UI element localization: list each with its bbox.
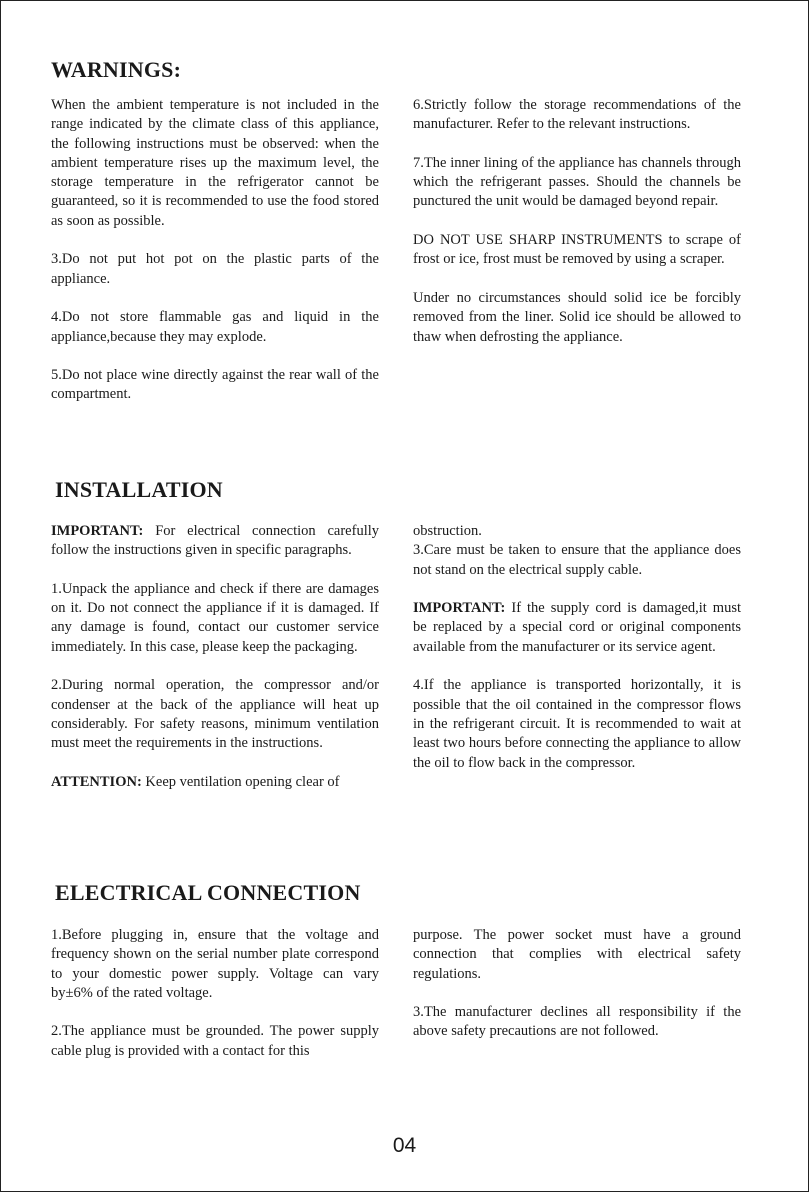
warnings-heading: WARNINGS: xyxy=(51,57,182,82)
warning-item-3: 3.Do not put hot pot on the plastic parts of the appliance. xyxy=(51,251,379,287)
attention-label: ATTENTION: xyxy=(51,773,142,790)
attention-continuation: obstruction. xyxy=(413,523,482,539)
warning-item-6: 6.Strictly follow the storage recommendations of the manufacturer. Refer to the relevant instructions. xyxy=(413,97,741,133)
warning-paragraph: When the ambient temperature is not included in the range indicated by the climate class of this appliance, the following instructions must be observed: when the ambient temperature rises up the maximum level, the storage temperature in the refrigerator cannot be guaranteed, so it is recommended to use the food stored as soon as possible. xyxy=(51,97,379,229)
warning-solid-ice: Under no circumstances should solid ice be forcibly removed from the liner. Solid ice should be allowed to thaw when defrosting the appliance. xyxy=(413,289,741,345)
page-number: 04 xyxy=(392,1134,417,1157)
installation-right-column xyxy=(413,522,741,773)
installation-item-4: 4.If the appliance is transported horizontally, it is possible that the oil contained in the compressor flows in the refrigerant circuit. It is recommended to wait at least two hours before connecting the appliance to allow the oil to flow back in the compressor. xyxy=(413,677,741,771)
installation-item-3: 3.Care must be taken to ensure that the appliance does not stand on the electrical supply cable. xyxy=(413,542,741,578)
electrical-item-1: 1.Before plugging in, ensure that the voltage and frequency shown on the serial number plate correspond to your domestic power supply. Voltage can vary by±6% of the rated voltage. xyxy=(51,927,379,1001)
attention-text: Keep ventilation opening clear of xyxy=(141,773,340,790)
warnings-left-column xyxy=(51,96,379,405)
electrical-item-2-continuation: purpose. The power socket must have a ground connection that complies with electrical safety regulations. xyxy=(413,927,741,982)
installation-item-1: 1.Unpack the appliance and check if there are damages on it. Do not connect the appliance if it is damaged. If any damage is found, contact our customer service immediately. In this case, please keep the packaging. xyxy=(51,580,379,655)
installation-left-column xyxy=(51,522,379,792)
warnings-right-column xyxy=(413,96,741,347)
electrical-item-3: 3.The manufacturer declines all responsibility if the above safety precautions are not followed. xyxy=(413,1004,741,1040)
electrical-heading: ELECTRICAL CONNECTION xyxy=(55,880,361,905)
warning-item-7: 7.The inner lining of the appliance has channels through which the refrigerant passes. Should the channels be punctured the unit would be damaged beyond repair. xyxy=(413,154,741,210)
electrical-right-column xyxy=(413,926,741,1042)
important-label: IMPORTANT: xyxy=(51,523,144,539)
warning-item-4: 4.Do not store flammable gas and liquid in the appliance,because they may explode. xyxy=(51,309,379,345)
important-label: IMPORTANT: xyxy=(413,600,506,617)
warning-item-5: 5.Do not place wine directly against the rear wall of the compartment. xyxy=(51,367,379,403)
important-text: For electrical connection carefully follow the instructions given in specific paragraphs. xyxy=(51,523,379,559)
electrical-item-2: 2.The appliance must be grounded. The power supply cable plug is provided with a contact for this xyxy=(51,1023,379,1059)
important-cord-text: If the supply cord is damaged,it must be replaced by a special cord or original components available from the manufacturer or its service agent. xyxy=(413,600,741,655)
installation-item-2: 2.During normal operation, the compressor and/or condenser at the back of the appliance will heat up considerably. For safety reasons, minimum ventilation must meet the requirements in the instructions. xyxy=(51,677,379,752)
installation-attention-note xyxy=(51,773,379,792)
installation-heading: INSTALLATION xyxy=(55,477,223,502)
warning-sharp-instruments: DO NOT USE SHARP INSTRUMENTS to scrape of frost or ice, frost must be removed by using a scraper. xyxy=(413,232,741,268)
installation-important-note xyxy=(51,522,379,561)
electrical-left-column xyxy=(51,926,379,1061)
installation-important-cord xyxy=(413,599,741,657)
